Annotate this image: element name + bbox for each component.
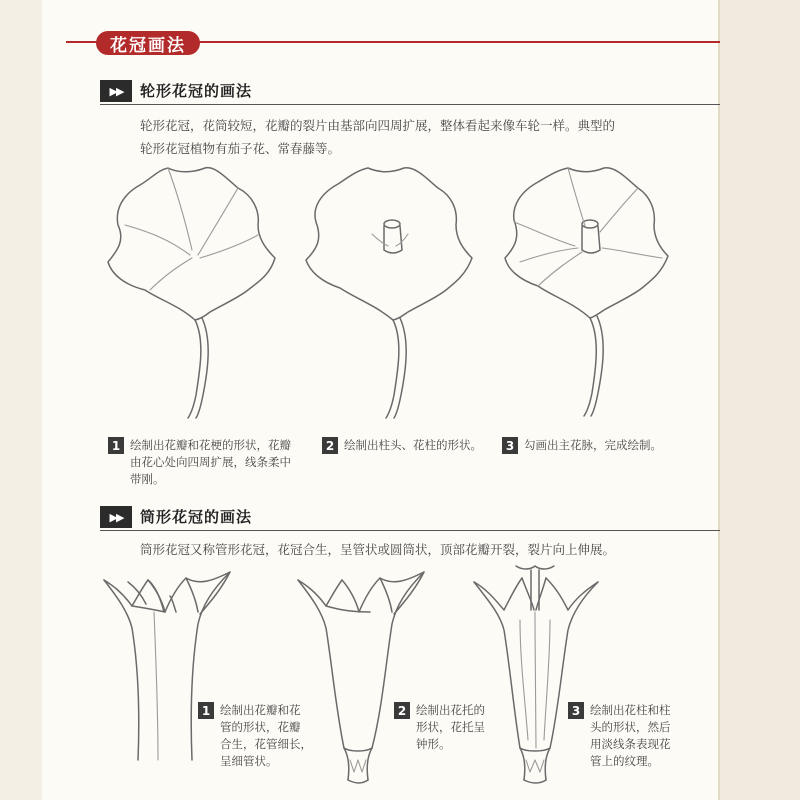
section1-step-3 — [502, 437, 662, 454]
page-title: 花冠画法 — [96, 31, 200, 55]
rotate-flower-step1 — [108, 168, 275, 418]
step-number: 1 — [198, 702, 214, 719]
step-number: 3 — [502, 437, 518, 454]
step-text-line: 勾画出主花脉，完成绘制。 — [524, 438, 662, 452]
section1-step-2 — [322, 437, 482, 454]
step-text-line: 用淡线条表现花 — [590, 737, 671, 751]
section2-rule — [100, 530, 720, 531]
step-text-line: 形状，花托呈 — [416, 720, 485, 734]
play-forward-icon: ▶▶ — [100, 80, 132, 102]
step-text-line: 绘制出花托的 — [416, 703, 485, 717]
step-text-line: 呈细管状。 — [220, 754, 278, 768]
step-text — [590, 702, 671, 770]
step-text-line: 绘制出花柱和柱 — [590, 703, 671, 717]
section1-step-1 — [108, 437, 291, 488]
step-text — [524, 437, 662, 454]
section2-description: 筒形花冠又称管形花冠，花冠合生，呈管状或圆筒状，顶部花瓣开裂，裂片向上伸展。 — [140, 542, 616, 557]
step-text-line: 管上的纹理。 — [590, 754, 659, 768]
step-text-line: 绘制出花瓣和花 — [220, 703, 301, 717]
step-text-line: 绘制出花瓣和花梗的形状，花瓣 — [130, 438, 291, 452]
section1-heading: 轮形花冠的画法 — [140, 82, 253, 100]
rotate-flower-step2 — [306, 168, 472, 418]
step-number: 1 — [108, 437, 124, 454]
step-text-line: 管的形状，花瓣 — [220, 720, 301, 734]
section2-step-2 — [394, 702, 485, 753]
step-text-line: 钟形。 — [416, 737, 451, 751]
section2-step-3 — [568, 702, 671, 770]
step-text — [416, 702, 485, 753]
section2-header — [100, 506, 720, 528]
section2-heading: 筒形花冠的画法 — [140, 508, 253, 526]
section2-step-1 — [198, 702, 312, 770]
step-text-line: 绘制出柱头、花柱的形状。 — [344, 438, 482, 452]
step-text-line: 合生，花管细长， — [220, 737, 312, 751]
play-forward-icon: ▶▶ — [100, 506, 132, 528]
step-number: 3 — [568, 702, 584, 719]
step-number: 2 — [394, 702, 410, 719]
section1-description-line: 轮形花冠植物有茄子花、常春藤等。 — [140, 141, 341, 156]
step-text — [220, 702, 312, 770]
step-text — [130, 437, 291, 488]
step-text-line: 由花心处向四周扩展，线条柔中 — [130, 455, 291, 469]
rotate-flower-step3 — [505, 168, 668, 416]
step-text-line: 带刚。 — [130, 472, 165, 486]
section1-description-line: 轮形花冠，花筒较短，花瓣的裂片由基部向四周扩展，整体看起来像车轮一样。典型的 — [140, 118, 616, 133]
step-text-line: 头的形状，然后 — [590, 720, 671, 734]
step-text — [344, 437, 482, 454]
step-number: 2 — [322, 437, 338, 454]
